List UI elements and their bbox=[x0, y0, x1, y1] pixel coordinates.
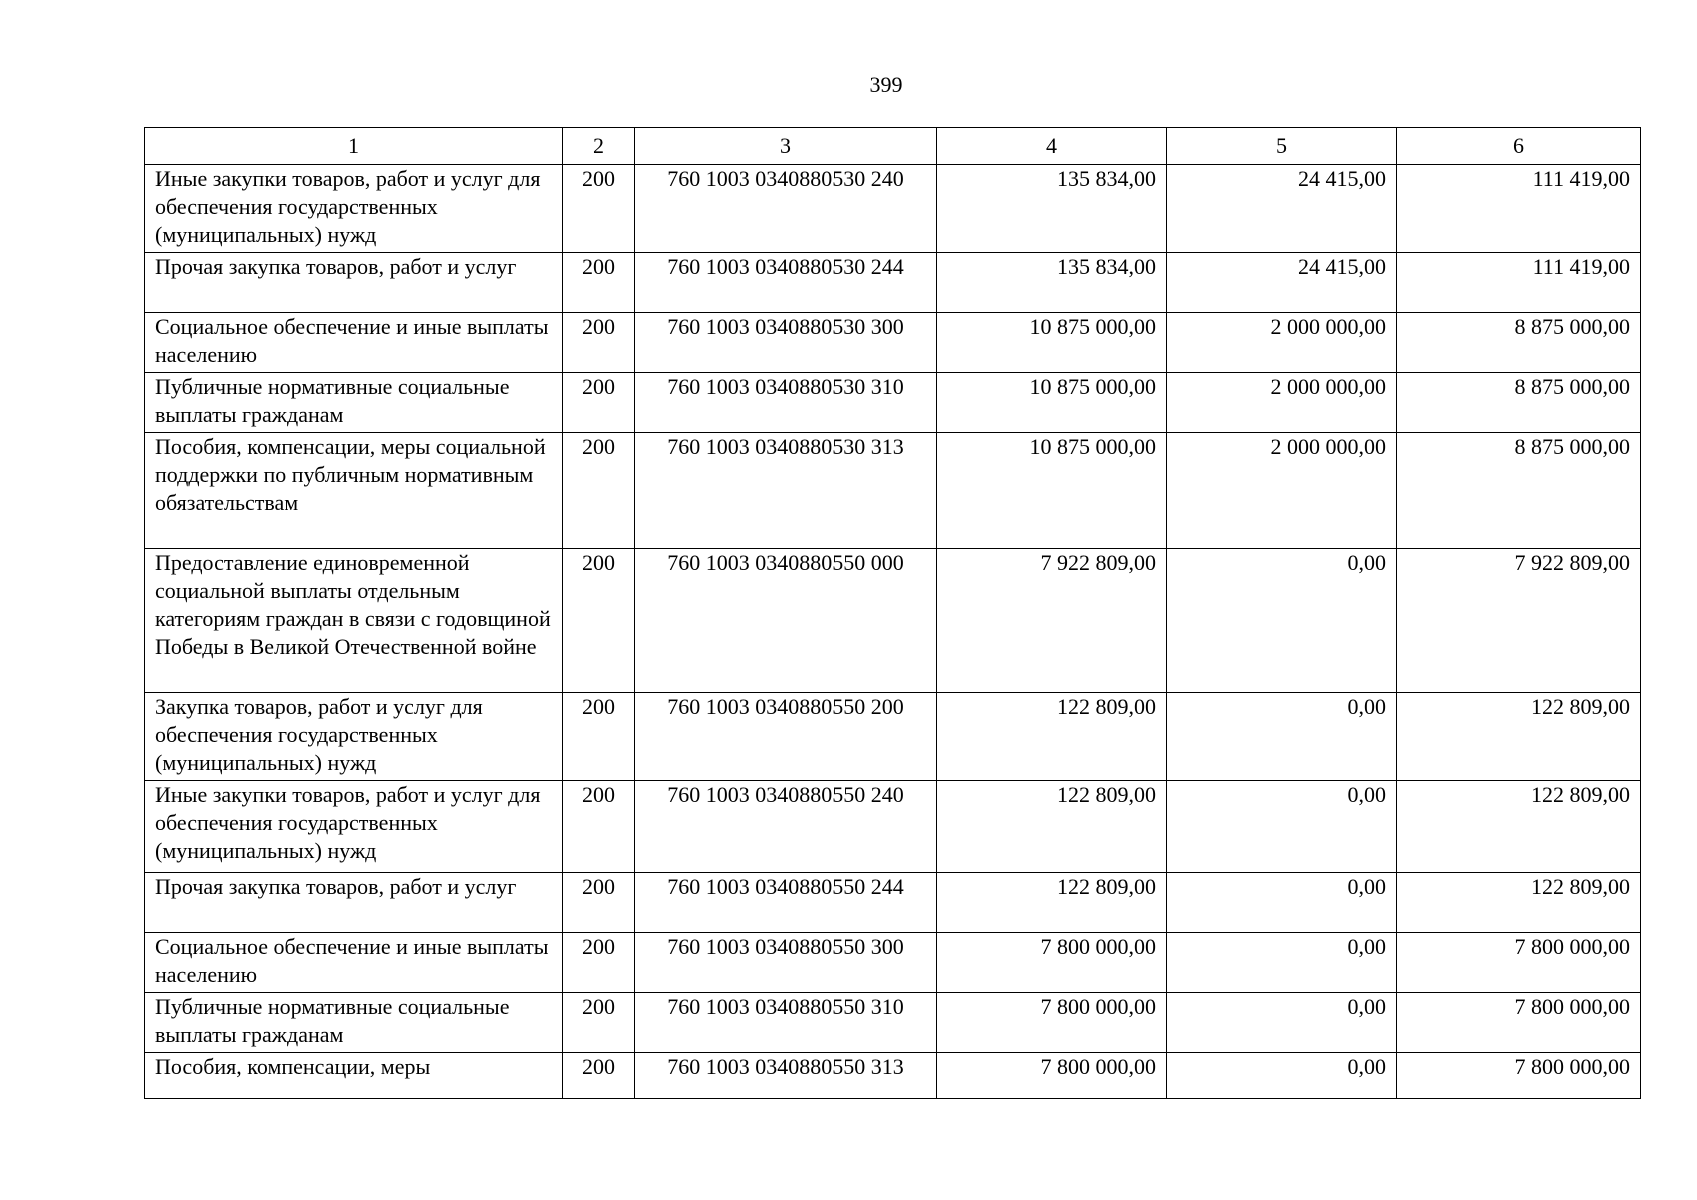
row-name: Иные закупки товаров, работ и услуг для обеспечения государственных (муниципальных) нужд bbox=[145, 781, 563, 873]
row-name: Иные закупки товаров, работ и услуг для обеспечения государственных (муниципальных) нужд bbox=[145, 165, 563, 253]
row-name: Пособия, компенсации, меры социальной поддержки по публичным нормативным обязательствам bbox=[145, 433, 563, 549]
row-col5: 2 000 000,00 bbox=[1167, 433, 1397, 549]
row-col6: 122 809,00 bbox=[1397, 781, 1641, 873]
row-col6: 111 419,00 bbox=[1397, 253, 1641, 313]
table-row bbox=[145, 781, 1641, 873]
row-col6: 8 875 000,00 bbox=[1397, 373, 1641, 433]
row-col5: 0,00 bbox=[1167, 549, 1397, 693]
row-col5: 24 415,00 bbox=[1167, 253, 1397, 313]
row-code: 760 1003 0340880550 310 bbox=[635, 993, 937, 1053]
table-row bbox=[145, 433, 1641, 549]
row-col2: 200 bbox=[563, 165, 635, 253]
column-header-2: 2 bbox=[563, 128, 635, 165]
row-col5: 0,00 bbox=[1167, 993, 1397, 1053]
row-col6: 7 800 000,00 bbox=[1397, 993, 1641, 1053]
row-col4: 122 809,00 bbox=[937, 781, 1167, 873]
row-code: 760 1003 0340880550 300 bbox=[635, 933, 937, 993]
row-col4: 10 875 000,00 bbox=[937, 373, 1167, 433]
row-col4: 10 875 000,00 bbox=[937, 313, 1167, 373]
row-code: 760 1003 0340880550 200 bbox=[635, 693, 937, 781]
row-col2: 200 bbox=[563, 693, 635, 781]
row-code: 760 1003 0340880530 313 bbox=[635, 433, 937, 549]
row-col2: 200 bbox=[563, 873, 635, 933]
row-name: Социальное обеспечение и иные выплаты населению bbox=[145, 313, 563, 373]
row-col2: 200 bbox=[563, 933, 635, 993]
table-row bbox=[145, 373, 1641, 433]
row-col2: 200 bbox=[563, 549, 635, 693]
row-name: Публичные нормативные социальные выплаты гражданам bbox=[145, 373, 563, 433]
table-row bbox=[145, 933, 1641, 993]
row-col5: 2 000 000,00 bbox=[1167, 373, 1397, 433]
table-row bbox=[145, 993, 1641, 1053]
row-col6: 7 800 000,00 bbox=[1397, 1053, 1641, 1099]
row-col4: 7 800 000,00 bbox=[937, 1053, 1167, 1099]
row-code: 760 1003 0340880550 240 bbox=[635, 781, 937, 873]
row-col4: 122 809,00 bbox=[937, 693, 1167, 781]
row-col5: 0,00 bbox=[1167, 1053, 1397, 1099]
table-row bbox=[145, 873, 1641, 933]
row-col2: 200 bbox=[563, 993, 635, 1053]
table-row bbox=[145, 165, 1641, 253]
row-col6: 8 875 000,00 bbox=[1397, 313, 1641, 373]
row-col6: 122 809,00 bbox=[1397, 873, 1641, 933]
row-code: 760 1003 0340880550 000 bbox=[635, 549, 937, 693]
table-header-row bbox=[145, 128, 1641, 165]
row-code: 760 1003 0340880550 313 bbox=[635, 1053, 937, 1099]
row-col6: 7 922 809,00 bbox=[1397, 549, 1641, 693]
row-name: Закупка товаров, работ и услуг для обеспечения государственных (муниципальных) нужд bbox=[145, 693, 563, 781]
table-row bbox=[145, 313, 1641, 373]
row-col4: 7 800 000,00 bbox=[937, 993, 1167, 1053]
row-col5: 0,00 bbox=[1167, 933, 1397, 993]
column-header-3: 3 bbox=[635, 128, 937, 165]
table-row bbox=[145, 693, 1641, 781]
row-col4: 10 875 000,00 bbox=[937, 433, 1167, 549]
row-col2: 200 bbox=[563, 781, 635, 873]
row-col6: 8 875 000,00 bbox=[1397, 433, 1641, 549]
column-header-4: 4 bbox=[937, 128, 1167, 165]
column-header-1: 1 bbox=[145, 128, 563, 165]
row-col6: 7 800 000,00 bbox=[1397, 933, 1641, 993]
row-col2: 200 bbox=[563, 433, 635, 549]
budget-table bbox=[144, 127, 1641, 1099]
row-col4: 122 809,00 bbox=[937, 873, 1167, 933]
row-code: 760 1003 0340880530 300 bbox=[635, 313, 937, 373]
row-col5: 0,00 bbox=[1167, 873, 1397, 933]
column-header-5: 5 bbox=[1167, 128, 1397, 165]
row-code: 760 1003 0340880530 244 bbox=[635, 253, 937, 313]
row-col4: 7 922 809,00 bbox=[937, 549, 1167, 693]
row-name: Публичные нормативные социальные выплаты гражданам bbox=[145, 993, 563, 1053]
row-name: Пособия, компенсации, меры bbox=[145, 1053, 563, 1099]
row-col6: 122 809,00 bbox=[1397, 693, 1641, 781]
column-header-6: 6 bbox=[1397, 128, 1641, 165]
row-name: Социальное обеспечение и иные выплаты населению bbox=[145, 933, 563, 993]
row-name: Прочая закупка товаров, работ и услуг bbox=[145, 253, 563, 313]
row-col5: 0,00 bbox=[1167, 693, 1397, 781]
row-col4: 7 800 000,00 bbox=[937, 933, 1167, 993]
table-row bbox=[145, 253, 1641, 313]
row-col2: 200 bbox=[563, 373, 635, 433]
row-col2: 200 bbox=[563, 313, 635, 373]
table-row bbox=[145, 549, 1641, 693]
table-row bbox=[145, 1053, 1641, 1099]
row-col5: 24 415,00 bbox=[1167, 165, 1397, 253]
row-name: Предоставление единовременной социальной выплаты отдельным категориям граждан в связи с годовщиной Победы в Великой Отечественной войне bbox=[145, 549, 563, 693]
row-col5: 0,00 bbox=[1167, 781, 1397, 873]
row-col2: 200 bbox=[563, 253, 635, 313]
row-col6: 111 419,00 bbox=[1397, 165, 1641, 253]
row-col2: 200 bbox=[563, 1053, 635, 1099]
row-col4: 135 834,00 bbox=[937, 165, 1167, 253]
page-number: 399 bbox=[869, 72, 903, 97]
row-code: 760 1003 0340880530 240 bbox=[635, 165, 937, 253]
row-name: Прочая закупка товаров, работ и услуг bbox=[145, 873, 563, 933]
row-col5: 2 000 000,00 bbox=[1167, 313, 1397, 373]
row-code: 760 1003 0340880550 244 bbox=[635, 873, 937, 933]
row-col4: 135 834,00 bbox=[937, 253, 1167, 313]
row-code: 760 1003 0340880530 310 bbox=[635, 373, 937, 433]
